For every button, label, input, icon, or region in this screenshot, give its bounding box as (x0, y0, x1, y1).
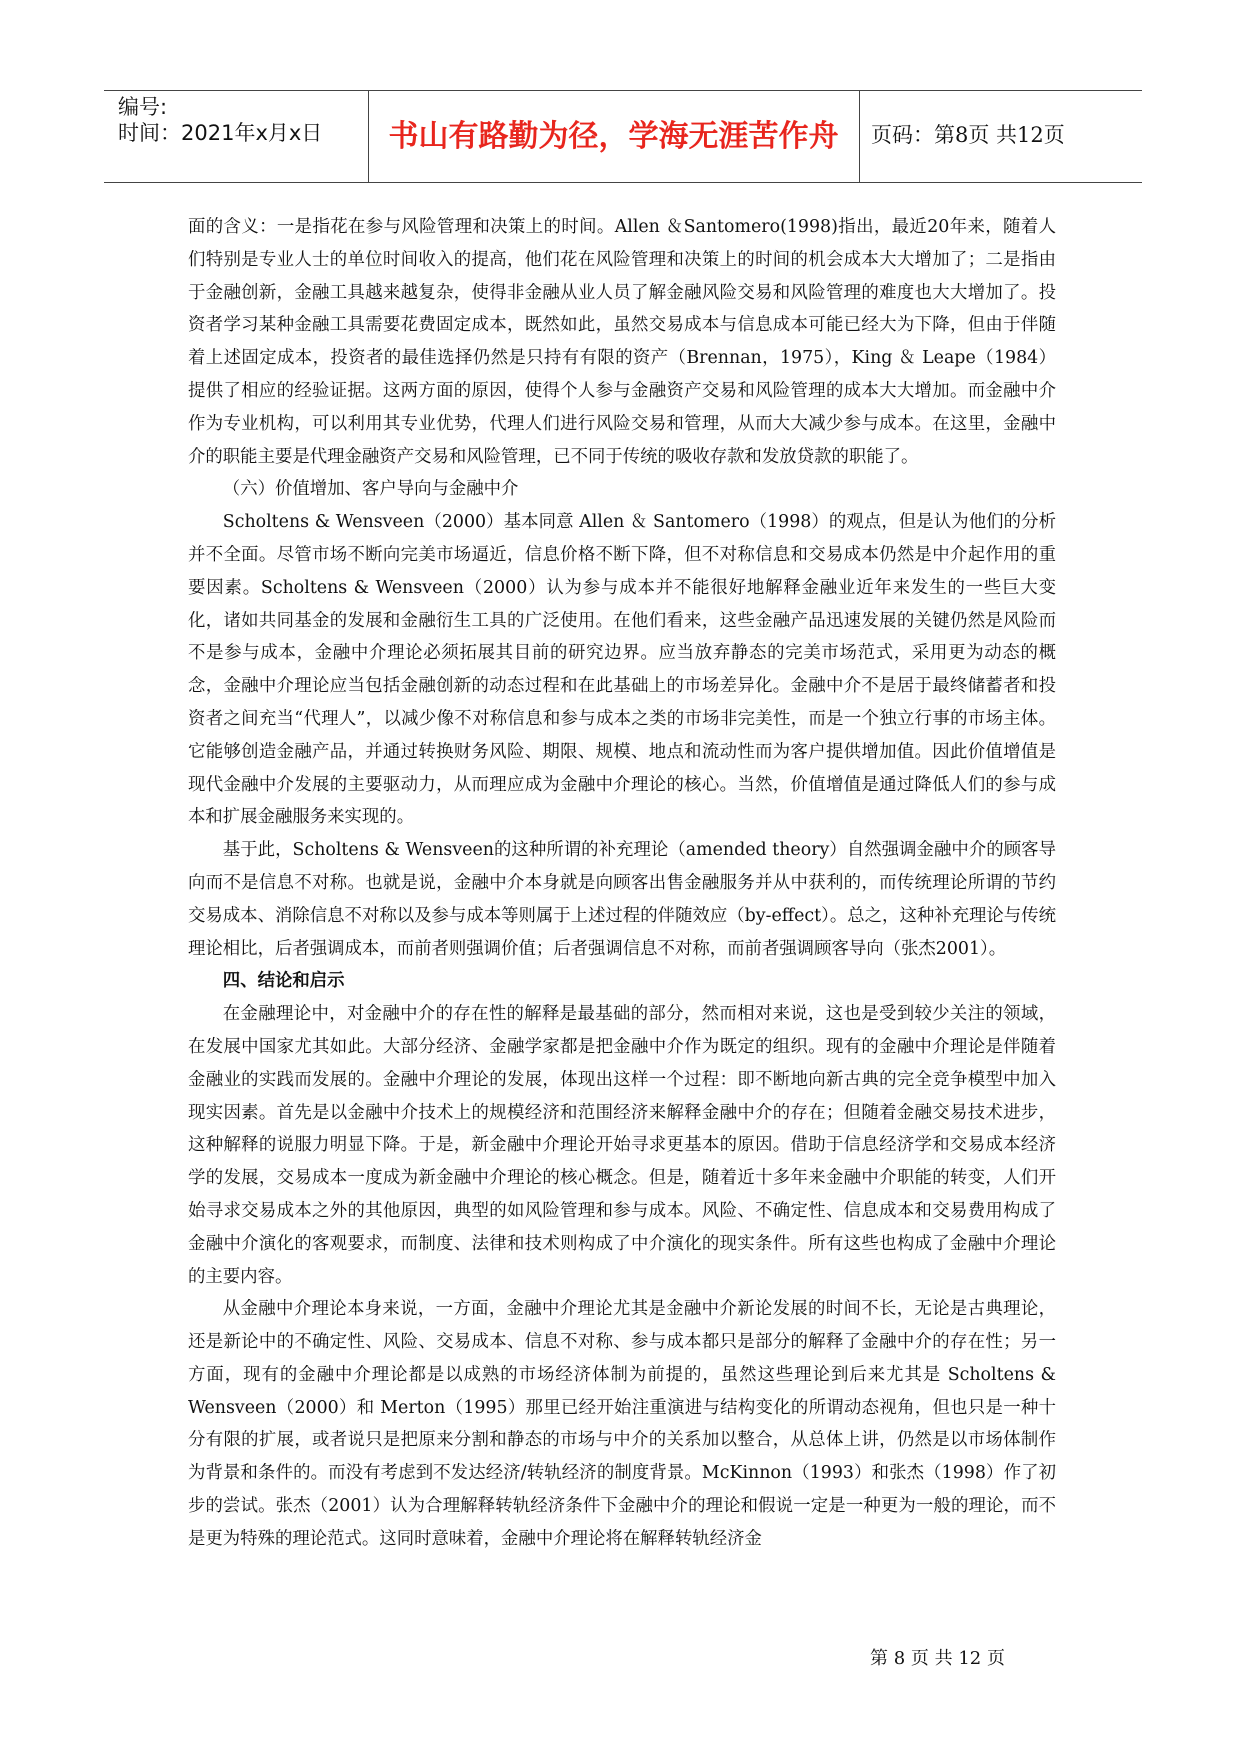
page-footer: 第 8 页 共 12 页 (870, 1648, 1005, 1669)
paragraph: 在金融理论中，对金融中介的存在性的解释是最基础的部分，然而相对来说，这也是受到较少关注的领域，在发展中国家尤其如此。大部分经济、金融学家都是把金融中介作为既定的组织。现有的金融中介理论是伴随着金融业的实践而发展的。金融中介理论的发展，体现出这样一个过程：即不断地向新古典的完全竞争模型中加入现实因素。首先是以金融中介技术上的规模经济和范围经济来解释金融中介的存在；但随着金融交易技术进步，这种解释的说服力明显下降。于是，新金融中介理论开始寻求更基本的原因。借助于信息经济学和交易成本经济学的发展，交易成本一度成为新金融中介理论的核心概念。但是，随着近十多年来金融中介职能的转变，人们开始寻求交易成本之外的其他原因，典型的如风险管理和参与成本。风险、不确定性、信息成本和交易费用构成了金融中介演化的客观要求，而制度、法律和技术则构成了中介演化的现实条件。所有这些也构成了金融中介理论的主要内容。 (188, 1004, 1056, 1287)
document-number-label: 编号: (118, 95, 168, 119)
section-heading: 四、结论和启示 (222, 971, 345, 992)
header-top-rule (104, 90, 1142, 91)
header-motto: 书山有路勤为径，学海无涯苦作舟 (388, 119, 839, 154)
document-time-label: 时间：2021年x月x日 (118, 121, 323, 145)
header-page-label: 页码：第8页 共12页 (871, 123, 1065, 147)
paragraph: Scholtens & Wensveen（2000）基本同意 Allen ＆ Santomero（1998）的观点，但是认为他们的分析并不全面。尽管市场不断向完美市场逼近，信息价格不断下降，但不对称信息和交易成本仍然是中介起作用的重要因素。Scholtens & Wensveen（2000）认为参与成本并不能很好地解释金融业近年来发生的一些巨大变化，诸如共同基金的发展和金融衍生工具的广泛使用。在他们看来，这些金融产品迅速发展的关键仍然是风险而不是参与成本，金融中介理论必须拓展其目前的研究边界。应当放弃静态的完美市场范式，采用更为动态的概念，金融中介理论应当包括金融创新的动态过程和在此基础上的市场差异化。金融中介不是居于最终储蓄者和投资者之间充当“代理人”，以减少像不对称信息和参与成本之类的市场非完美性，而是一个独立行事的市场主体。它能够创造金融产品，并通过转换财务风险、期限、规模、地点和流动性而为客户提供增加值。因此价值增值是现代金融中介发展的主要驱动力，从而理应成为金融中介理论的核心。当然，价值增值是通过降低人们的参与成本和扩展金融服务来实现的。 (188, 512, 1056, 828)
header-bottom-rule (104, 182, 1142, 183)
paragraph: 从金融中介理论本身来说，一方面，金融中介理论尤其是金融中介新论发展的时间不长，无论是古典理论，还是新论中的不确定性、风险、交易成本、信息不对称、参与成本都只是部分的解释了金融中介的存在性；另一方面，现有的金融中介理论都是以成熟的市场经济体制为前提的，虽然这些理论到后来尤其是 Scholtens & Wensveen（2000）和 Merton（1995）那里已经开始注重演进与结构变化的所谓动态视角，但也只是一种十分有限的扩展，或者说只是把原来分割和静态的市场与中介的关系加以整合，从总体上讲，仍然是以市场体制作为背景和条件的。而没有考虑到不发达经济/转轨经济的制度背景。McKinnon（1993）和张杰（1998）作了初步的尝试。张杰（2001）认为合理解释转轨经济条件下金融中介的理论和假说一定是一种更为一般的理论，而不是更为特殊的理论范式。这同时意味着，金融中介理论将在解释转轨经济金 (188, 1299, 1056, 1549)
page-header (104, 90, 1142, 184)
document-body (188, 211, 1056, 1556)
paragraph: 面的含义：一是指花在参与风险管理和决策上的时间。Allen ＆Santomero(1998)指出，最近20年来，随着人们特别是专业人士的单位时间收入的提高，他们花在风险管理和决策上的时间的机会成本大大增加了；二是指由于金融创新，金融工具越来越复杂，使得非金融从业人员了解金融风险交易和风险管理的难度也大大增加了。投资者学习某种金融工具需要花费固定成本，既然如此，虽然交易成本与信息成本可能已经大为下降，但由于伴随着上述固定成本，投资者的最佳选择仍然是只持有有限的资产（Brennan，1975），King ＆ Leape（1984）提供了相应的经验证据。这两方面的原因，使得个人参与金融资产交易和风险管理的成本大大增加。而金融中介作为专业机构，可以利用其专业优势，代理人们进行风险交易和管理，从而大大减少参与成本。在这里，金融中介的职能主要是代理金融资产交易和风险管理，已不同于传统的吸收存款和发放贷款的职能了。 (188, 217, 1056, 467)
paragraph: 基于此，Scholtens & Wensveen的这种所谓的补充理论（amended theory）自然强调金融中介的顾客导向而不是信息不对称。也就是说，金融中介本身就是向顾客出售金融服务并从中获利的，而传统理论所谓的节约交易成本、消除信息不对称以及参与成本等则属于上述过程的伴随效应（by-effect）。总之，这种补充理论与传统理论相比，后者强调成本，而前者则强调价值；后者强调信息不对称，而前者强调顾客导向（张杰2001）。 (188, 840, 1056, 959)
section-subheading: （六）价值增加、客户导向与金融中介 (222, 479, 519, 500)
header-divider (859, 90, 860, 182)
